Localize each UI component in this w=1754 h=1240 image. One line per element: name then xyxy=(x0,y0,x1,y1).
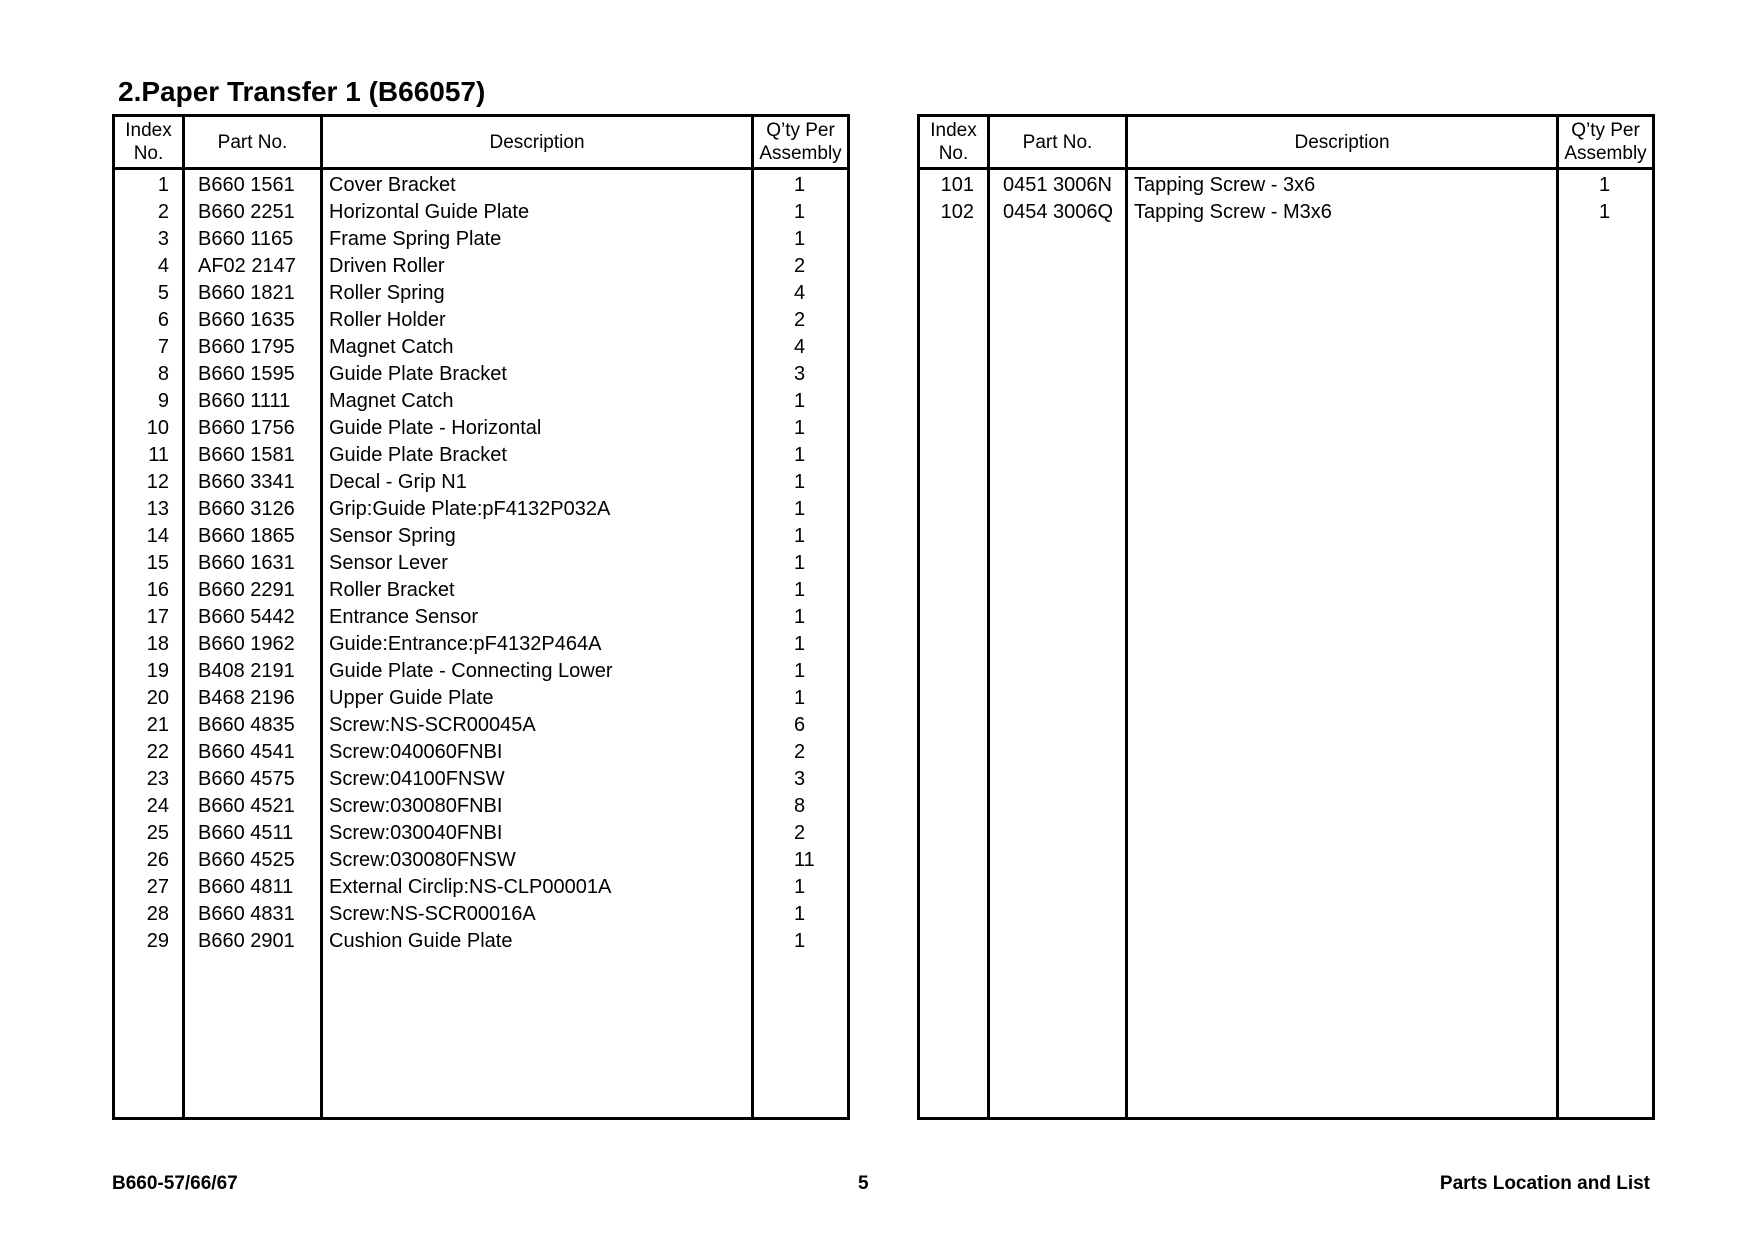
cell-qty: 2 xyxy=(753,739,849,766)
cell-description: Sensor Lever xyxy=(322,550,753,577)
cell-part: B660 1962 xyxy=(184,631,322,658)
empty-cell xyxy=(1558,226,1654,1119)
table-row xyxy=(114,658,849,685)
table-row xyxy=(114,577,849,604)
cell-qty: 1 xyxy=(753,604,849,631)
cell-qty: 6 xyxy=(753,712,849,739)
cell-qty: 1 xyxy=(1558,169,1654,200)
cell-index: 7 xyxy=(114,334,184,361)
empty-cell xyxy=(114,955,184,1119)
cell-description: Screw:030040FNBI xyxy=(322,820,753,847)
cell-description: Roller Bracket xyxy=(322,577,753,604)
cell-description: Guide Plate - Connecting Lower xyxy=(322,658,753,685)
cell-qty: 1 xyxy=(753,169,849,200)
cell-part: B468 2196 xyxy=(184,685,322,712)
cell-qty: 1 xyxy=(753,874,849,901)
table-row xyxy=(114,712,849,739)
cell-description: Decal - Grip N1 xyxy=(322,469,753,496)
header-description: Description xyxy=(1127,116,1558,169)
cell-part: B660 3126 xyxy=(184,496,322,523)
cell-description: Screw:NS-SCR00016A xyxy=(322,901,753,928)
cell-index: 23 xyxy=(114,766,184,793)
table-row xyxy=(114,469,849,496)
table-row xyxy=(114,199,849,226)
cell-description: Screw:NS-SCR00045A xyxy=(322,712,753,739)
cell-part: 0454 3006Q xyxy=(989,199,1127,226)
cell-part: B660 1165 xyxy=(184,226,322,253)
cell-part: B660 1821 xyxy=(184,280,322,307)
cell-description: Cushion Guide Plate xyxy=(322,928,753,955)
table-row xyxy=(114,442,849,469)
cell-index: 20 xyxy=(114,685,184,712)
header-part-no: Part No. xyxy=(184,116,322,169)
cell-index: 8 xyxy=(114,361,184,388)
table-row xyxy=(114,361,849,388)
table-filler-row xyxy=(919,226,1654,1119)
cell-index: 3 xyxy=(114,226,184,253)
cell-qty: 8 xyxy=(753,793,849,820)
cell-part: AF02 2147 xyxy=(184,253,322,280)
cell-qty: 1 xyxy=(753,442,849,469)
table-row xyxy=(114,253,849,280)
table-row xyxy=(114,334,849,361)
header-qty: Q’ty Per Assembly xyxy=(1558,116,1654,169)
cell-description: Tapping Screw - M3x6 xyxy=(1127,199,1558,226)
cell-index: 4 xyxy=(114,253,184,280)
table-row xyxy=(114,847,849,874)
header-description: Description xyxy=(322,116,753,169)
cell-qty: 2 xyxy=(753,820,849,847)
cell-part: B660 2251 xyxy=(184,199,322,226)
cell-description: Upper Guide Plate xyxy=(322,685,753,712)
table-row xyxy=(114,415,849,442)
cell-qty: 1 xyxy=(753,631,849,658)
cell-qty: 1 xyxy=(753,523,849,550)
cell-index: 10 xyxy=(114,415,184,442)
cell-description: External Circlip:NS-CLP00001A xyxy=(322,874,753,901)
cell-part: B660 1865 xyxy=(184,523,322,550)
cell-index: 17 xyxy=(114,604,184,631)
cell-part: B408 2191 xyxy=(184,658,322,685)
cell-index: 102 xyxy=(919,199,989,226)
empty-cell xyxy=(753,955,849,1119)
cell-part: B660 4831 xyxy=(184,901,322,928)
cell-qty: 3 xyxy=(753,766,849,793)
cell-index: 19 xyxy=(114,658,184,685)
cell-description: Horizontal Guide Plate xyxy=(322,199,753,226)
cell-description: Roller Spring xyxy=(322,280,753,307)
cell-qty: 1 xyxy=(753,388,849,415)
table-row xyxy=(114,550,849,577)
cell-index: 11 xyxy=(114,442,184,469)
table-row xyxy=(114,280,849,307)
cell-qty: 1 xyxy=(753,496,849,523)
cell-part: 0451 3006N xyxy=(989,169,1127,200)
cell-index: 25 xyxy=(114,820,184,847)
cell-index: 12 xyxy=(114,469,184,496)
cell-description: Guide Plate - Horizontal xyxy=(322,415,753,442)
cell-index: 9 xyxy=(114,388,184,415)
cell-part: B660 1581 xyxy=(184,442,322,469)
cell-part: B660 1795 xyxy=(184,334,322,361)
table-row xyxy=(114,793,849,820)
cell-description: Cover Bracket xyxy=(322,169,753,200)
table-row xyxy=(919,169,1654,200)
cell-description: Entrance Sensor xyxy=(322,604,753,631)
cell-qty: 1 xyxy=(753,685,849,712)
table-row xyxy=(114,631,849,658)
table-row xyxy=(114,496,849,523)
cell-index: 1 xyxy=(114,169,184,200)
header-qty: Q’ty Per Assembly xyxy=(753,116,849,169)
empty-cell xyxy=(1127,226,1558,1119)
cell-description: Screw:030080FNSW xyxy=(322,847,753,874)
cell-qty: 1 xyxy=(753,658,849,685)
table-row xyxy=(114,820,849,847)
cell-index: 101 xyxy=(919,169,989,200)
table-row xyxy=(114,766,849,793)
cell-qty: 4 xyxy=(753,334,849,361)
empty-cell xyxy=(989,226,1127,1119)
table-row xyxy=(114,307,849,334)
cell-part: B660 4835 xyxy=(184,712,322,739)
cell-description: Tapping Screw - 3x6 xyxy=(1127,169,1558,200)
cell-qty: 11 xyxy=(753,847,849,874)
cell-index: 14 xyxy=(114,523,184,550)
cell-qty: 1 xyxy=(753,901,849,928)
cell-part: B660 1631 xyxy=(184,550,322,577)
cell-index: 6 xyxy=(114,307,184,334)
empty-cell xyxy=(919,226,989,1119)
cell-index: 22 xyxy=(114,739,184,766)
header-index: Index No. xyxy=(919,116,989,169)
table-row xyxy=(114,523,849,550)
table-row xyxy=(919,199,1654,226)
page-title: 2.Paper Transfer 1 (B66057) xyxy=(118,76,486,107)
cell-index: 27 xyxy=(114,874,184,901)
footer-section: Parts Location and List xyxy=(1439,1173,1650,1194)
cell-qty: 1 xyxy=(1558,199,1654,226)
cell-index: 28 xyxy=(114,901,184,928)
cell-description: Magnet Catch xyxy=(322,334,753,361)
cell-part: B660 1111 xyxy=(184,388,322,415)
cell-description: Roller Holder xyxy=(322,307,753,334)
cell-description: Guide Plate Bracket xyxy=(322,361,753,388)
cell-part: B660 3341 xyxy=(184,469,322,496)
table-row xyxy=(114,739,849,766)
table-row xyxy=(114,388,849,415)
cell-qty: 4 xyxy=(753,280,849,307)
parts-table-left xyxy=(112,114,850,1120)
cell-part: B660 2291 xyxy=(184,577,322,604)
cell-qty: 1 xyxy=(753,469,849,496)
cell-qty: 2 xyxy=(753,307,849,334)
table-row xyxy=(114,226,849,253)
cell-part: B660 1635 xyxy=(184,307,322,334)
cell-index: 16 xyxy=(114,577,184,604)
parts-table-right xyxy=(917,114,1655,1120)
table-row xyxy=(114,901,849,928)
table-row xyxy=(114,874,849,901)
cell-part: B660 1561 xyxy=(184,169,322,200)
header-index: Index No. xyxy=(114,116,184,169)
cell-qty: 1 xyxy=(753,226,849,253)
cell-description: Grip:Guide Plate:pF4132P032A xyxy=(322,496,753,523)
footer-model: B660-57/66/67 xyxy=(112,1173,238,1194)
empty-cell xyxy=(184,955,322,1119)
cell-qty: 1 xyxy=(753,550,849,577)
cell-index: 15 xyxy=(114,550,184,577)
cell-index: 5 xyxy=(114,280,184,307)
cell-index: 26 xyxy=(114,847,184,874)
cell-index: 29 xyxy=(114,928,184,955)
cell-description: Sensor Spring xyxy=(322,523,753,550)
empty-cell xyxy=(322,955,753,1119)
cell-qty: 1 xyxy=(753,577,849,604)
cell-qty: 1 xyxy=(753,199,849,226)
cell-description: Magnet Catch xyxy=(322,388,753,415)
cell-index: 2 xyxy=(114,199,184,226)
cell-description: Guide:Entrance:pF4132P464A xyxy=(322,631,753,658)
cell-description: Screw:04100FNSW xyxy=(322,766,753,793)
cell-part: B660 4811 xyxy=(184,874,322,901)
footer-page-number: 5 xyxy=(858,1173,869,1194)
cell-part: B660 5442 xyxy=(184,604,322,631)
cell-index: 18 xyxy=(114,631,184,658)
cell-part: B660 4541 xyxy=(184,739,322,766)
cell-description: Screw:030080FNBI xyxy=(322,793,753,820)
cell-index: 21 xyxy=(114,712,184,739)
cell-description: Frame Spring Plate xyxy=(322,226,753,253)
cell-description: Screw:040060FNBI xyxy=(322,739,753,766)
cell-description: Driven Roller xyxy=(322,253,753,280)
cell-part: B660 4575 xyxy=(184,766,322,793)
table-row xyxy=(114,169,849,200)
table-filler-row xyxy=(114,955,849,1119)
table-row xyxy=(114,685,849,712)
cell-qty: 2 xyxy=(753,253,849,280)
cell-qty: 3 xyxy=(753,361,849,388)
table-row xyxy=(114,928,849,955)
cell-index: 24 xyxy=(114,793,184,820)
cell-index: 13 xyxy=(114,496,184,523)
cell-part: B660 4511 xyxy=(184,820,322,847)
cell-description: Guide Plate Bracket xyxy=(322,442,753,469)
cell-part: B660 4525 xyxy=(184,847,322,874)
cell-part: B660 1756 xyxy=(184,415,322,442)
table-row xyxy=(114,604,849,631)
cell-qty: 1 xyxy=(753,928,849,955)
cell-qty: 1 xyxy=(753,415,849,442)
cell-part: B660 1595 xyxy=(184,361,322,388)
header-part-no: Part No. xyxy=(989,116,1127,169)
cell-part: B660 4521 xyxy=(184,793,322,820)
cell-part: B660 2901 xyxy=(184,928,322,955)
